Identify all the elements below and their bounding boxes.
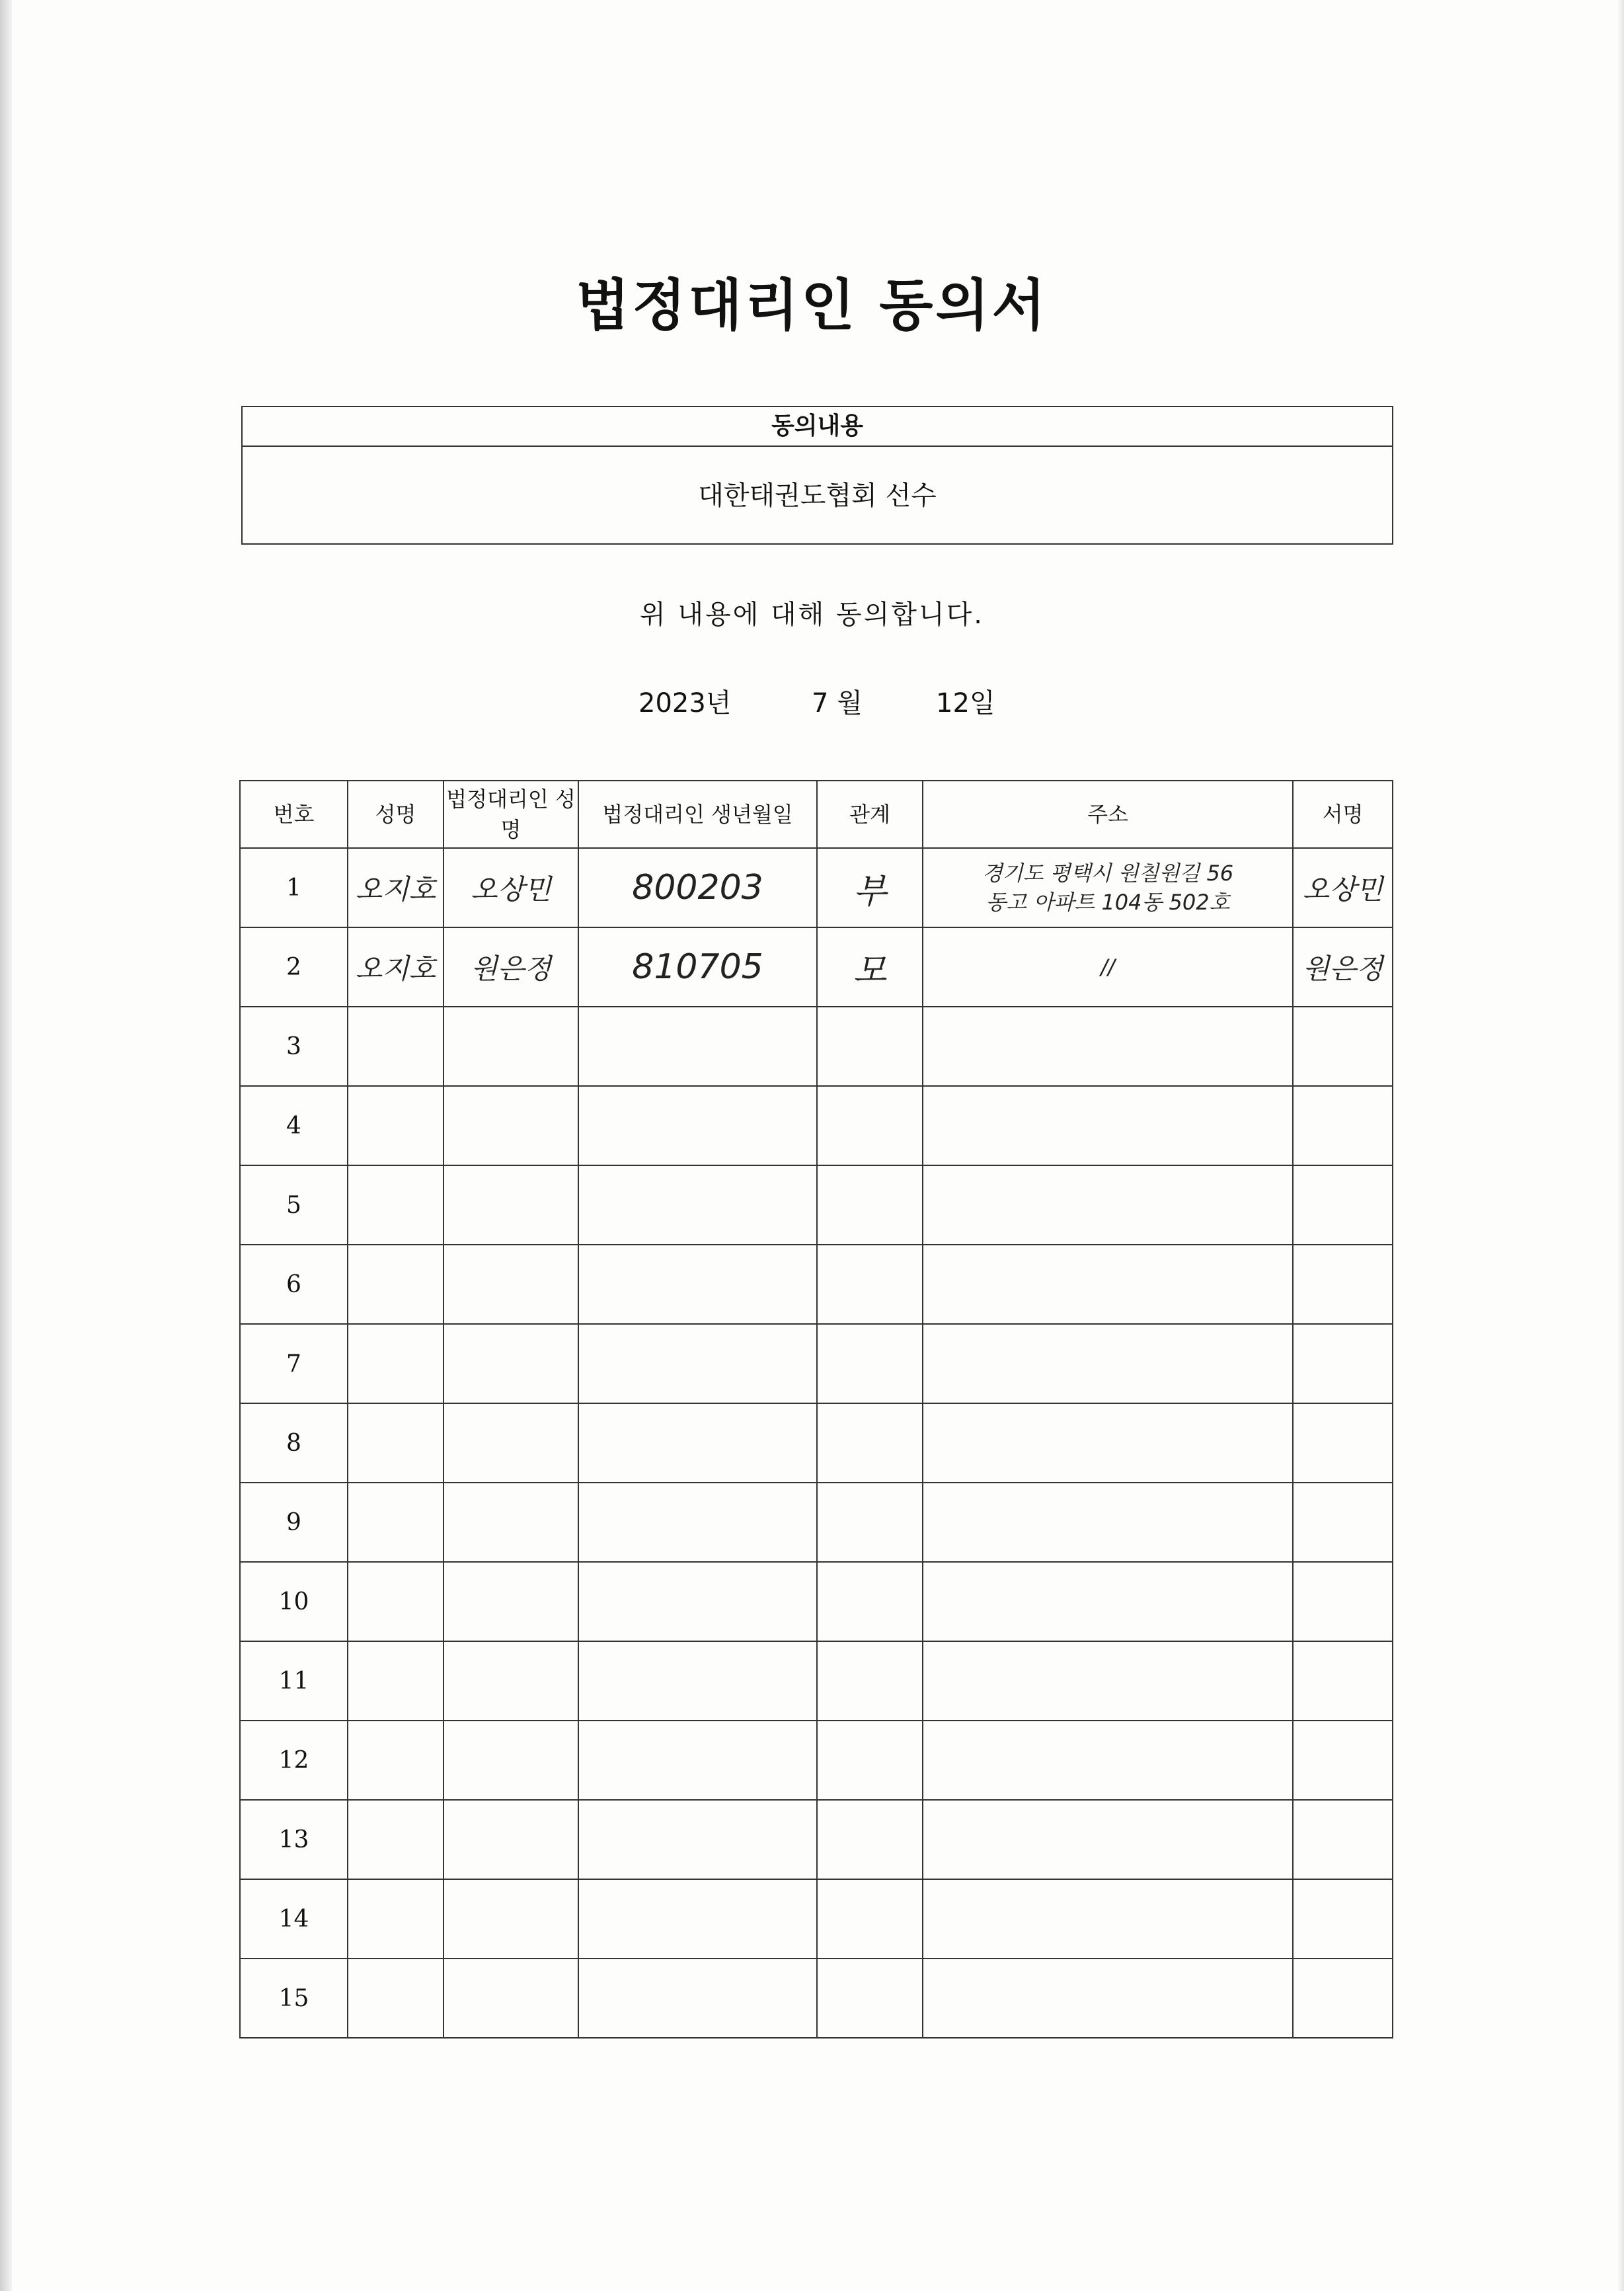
document-title: 법정대리인 동의서 xyxy=(576,273,1048,338)
signature-cell xyxy=(1293,1721,1393,1800)
birth-cell xyxy=(578,1641,817,1721)
address-cell xyxy=(923,1007,1293,1086)
header-address: 주소 xyxy=(923,781,1293,848)
address-cell xyxy=(923,1483,1293,1562)
address-line-1: // xyxy=(1101,954,1115,980)
relation-cell xyxy=(817,1165,923,1245)
agreement-statement: 위 내용에 대해 동의합니다. xyxy=(640,600,984,630)
birth-cell xyxy=(578,848,817,927)
guardian-cell xyxy=(444,1403,578,1483)
page-edge xyxy=(0,0,12,2291)
signature-cell xyxy=(1293,1800,1393,1879)
signature-cell xyxy=(1293,927,1393,1007)
row-number: 4 xyxy=(240,1086,348,1165)
guardian-cell xyxy=(444,1562,578,1641)
name-cell xyxy=(348,1641,444,1721)
name-cell xyxy=(348,1403,444,1483)
table-row xyxy=(240,1165,1393,1245)
birth-cell xyxy=(578,1403,817,1483)
relation-cell xyxy=(817,1324,923,1403)
relation-cell xyxy=(817,1721,923,1800)
address-cell xyxy=(923,1800,1293,1879)
birth-cell xyxy=(578,927,817,1007)
table-row xyxy=(240,1403,1393,1483)
row-number: 14 xyxy=(240,1879,348,1959)
name-cell xyxy=(348,1007,444,1086)
header-guardian-name: 법정대리인 성명 xyxy=(444,781,578,848)
relation-cell xyxy=(817,1641,923,1721)
address-cell xyxy=(923,1165,1293,1245)
birth-cell xyxy=(578,1086,817,1165)
consent-header: 동의내용 xyxy=(243,407,1392,447)
guardian-cell xyxy=(444,1007,578,1086)
row-number: 5 xyxy=(240,1165,348,1245)
relation-cell xyxy=(817,1483,923,1562)
address-cell xyxy=(923,927,1293,1007)
guardian-cell xyxy=(444,1641,578,1721)
header-name: 성명 xyxy=(348,781,444,848)
signature-cell xyxy=(1293,1403,1393,1483)
consent-body: 대한태권도협회 선수 xyxy=(698,481,937,511)
relation-cell xyxy=(817,1879,923,1959)
signature-cell xyxy=(1293,1165,1393,1245)
name-cell xyxy=(348,848,444,927)
table-row xyxy=(240,1324,1393,1403)
address-cell xyxy=(923,1959,1293,2038)
relation-cell xyxy=(817,848,923,927)
address-cell xyxy=(923,1324,1293,1403)
address-cell xyxy=(923,1641,1293,1721)
address-cell xyxy=(923,1403,1293,1483)
guardian-table xyxy=(239,780,1393,2039)
relation-cell xyxy=(817,1245,923,1324)
signature-cell xyxy=(1293,1086,1393,1165)
row-number: 8 xyxy=(240,1403,348,1483)
guardian-cell xyxy=(444,1879,578,1959)
relation-cell xyxy=(817,1086,923,1165)
name-cell xyxy=(348,1324,444,1403)
date-year: 2023년 xyxy=(638,688,732,718)
table-row xyxy=(240,927,1393,1007)
header-relation: 관계 xyxy=(817,781,923,848)
address-cell xyxy=(923,1086,1293,1165)
birth-cell xyxy=(578,1245,817,1324)
table-row xyxy=(240,1800,1393,1879)
relation-cell xyxy=(817,1562,923,1641)
birth-cell xyxy=(578,1800,817,1879)
signature-value: 오상민 xyxy=(1302,873,1383,906)
address-cell xyxy=(923,1879,1293,1959)
name-cell xyxy=(348,1562,444,1641)
row-number: 13 xyxy=(240,1800,348,1879)
signature-cell xyxy=(1293,1959,1393,2038)
signature-cell xyxy=(1293,848,1393,927)
name-cell xyxy=(348,1879,444,1959)
signature-cell xyxy=(1293,1324,1393,1403)
name-cell xyxy=(348,1165,444,1245)
header-signature: 서명 xyxy=(1293,781,1393,848)
name-cell xyxy=(348,1245,444,1324)
table-row xyxy=(240,1483,1393,1562)
name-value: 오지호 xyxy=(355,873,436,906)
relation-cell xyxy=(817,1959,923,2038)
table-row xyxy=(240,848,1393,927)
birth-cell xyxy=(578,1879,817,1959)
guardian-cell xyxy=(444,1086,578,1165)
name-cell xyxy=(348,1086,444,1165)
signature-cell xyxy=(1293,1641,1393,1721)
guardian-value: 오상민 xyxy=(471,873,551,906)
table-row xyxy=(240,1879,1393,1959)
row-number: 6 xyxy=(240,1245,348,1324)
address-cell xyxy=(923,1562,1293,1641)
guardian-cell xyxy=(444,1483,578,1562)
table-row xyxy=(240,1086,1393,1165)
name-value: 오지호 xyxy=(355,952,436,985)
name-cell xyxy=(348,1959,444,2038)
signature-cell xyxy=(1293,1483,1393,1562)
birth-cell xyxy=(578,1721,817,1800)
guardian-cell xyxy=(444,1959,578,2038)
table-row xyxy=(240,1245,1393,1324)
signature-cell xyxy=(1293,1562,1393,1641)
birth-cell xyxy=(578,1324,817,1403)
address-cell xyxy=(923,1245,1293,1324)
birth-value: 810705 xyxy=(632,947,763,987)
date-month: 7 월 xyxy=(812,688,863,718)
table-header-row xyxy=(240,781,1393,848)
guardian-cell xyxy=(444,848,578,927)
relation-cell xyxy=(817,1007,923,1086)
row-number: 11 xyxy=(240,1641,348,1721)
name-cell xyxy=(348,1800,444,1879)
table-row xyxy=(240,1721,1393,1800)
table-row xyxy=(240,1562,1393,1641)
relation-cell xyxy=(817,1403,923,1483)
guardian-cell xyxy=(444,1245,578,1324)
table-row xyxy=(240,1007,1393,1086)
row-number: 1 xyxy=(240,848,348,927)
header-guardian-birth: 법정대리인 생년월일 xyxy=(578,781,817,848)
row-number: 15 xyxy=(240,1959,348,2038)
signature-cell xyxy=(1293,1245,1393,1324)
birth-cell xyxy=(578,1165,817,1245)
birth-value: 800203 xyxy=(632,868,763,908)
name-cell xyxy=(348,1721,444,1800)
row-number: 7 xyxy=(240,1324,348,1403)
row-number: 9 xyxy=(240,1483,348,1562)
birth-cell xyxy=(578,1959,817,2038)
birth-cell xyxy=(578,1483,817,1562)
row-number: 2 xyxy=(240,927,348,1007)
header-number: 번호 xyxy=(240,781,348,848)
table-row xyxy=(240,1641,1393,1721)
row-number: 3 xyxy=(240,1007,348,1086)
guardian-cell xyxy=(444,927,578,1007)
guardian-cell xyxy=(444,1165,578,1245)
address-line-1: 경기도 평택시 원칠원길 56 xyxy=(982,861,1234,886)
guardian-cell xyxy=(444,1324,578,1403)
consent-box xyxy=(241,406,1393,545)
signature-value: 원은정 xyxy=(1302,952,1383,985)
signature-cell xyxy=(1293,1879,1393,1959)
page-shadow xyxy=(1617,0,1624,2291)
relation-cell xyxy=(817,927,923,1007)
guardian-cell xyxy=(444,1800,578,1879)
date-day: 12일 xyxy=(936,688,995,718)
row-number: 10 xyxy=(240,1562,348,1641)
table-row xyxy=(240,1959,1393,2038)
guardian-cell xyxy=(444,1721,578,1800)
address-cell xyxy=(923,1721,1293,1800)
relation-value: 부 xyxy=(853,871,887,912)
row-number: 12 xyxy=(240,1721,348,1800)
address-cell xyxy=(923,848,1293,927)
signature-cell xyxy=(1293,1007,1393,1086)
name-cell xyxy=(348,1483,444,1562)
birth-cell xyxy=(578,1007,817,1086)
guardian-value: 원은정 xyxy=(471,952,551,985)
birth-cell xyxy=(578,1562,817,1641)
name-cell xyxy=(348,927,444,1007)
address-line-2: 동고 아파트 104동 502호 xyxy=(986,890,1230,915)
relation-cell xyxy=(817,1800,923,1879)
relation-value: 모 xyxy=(853,951,887,991)
